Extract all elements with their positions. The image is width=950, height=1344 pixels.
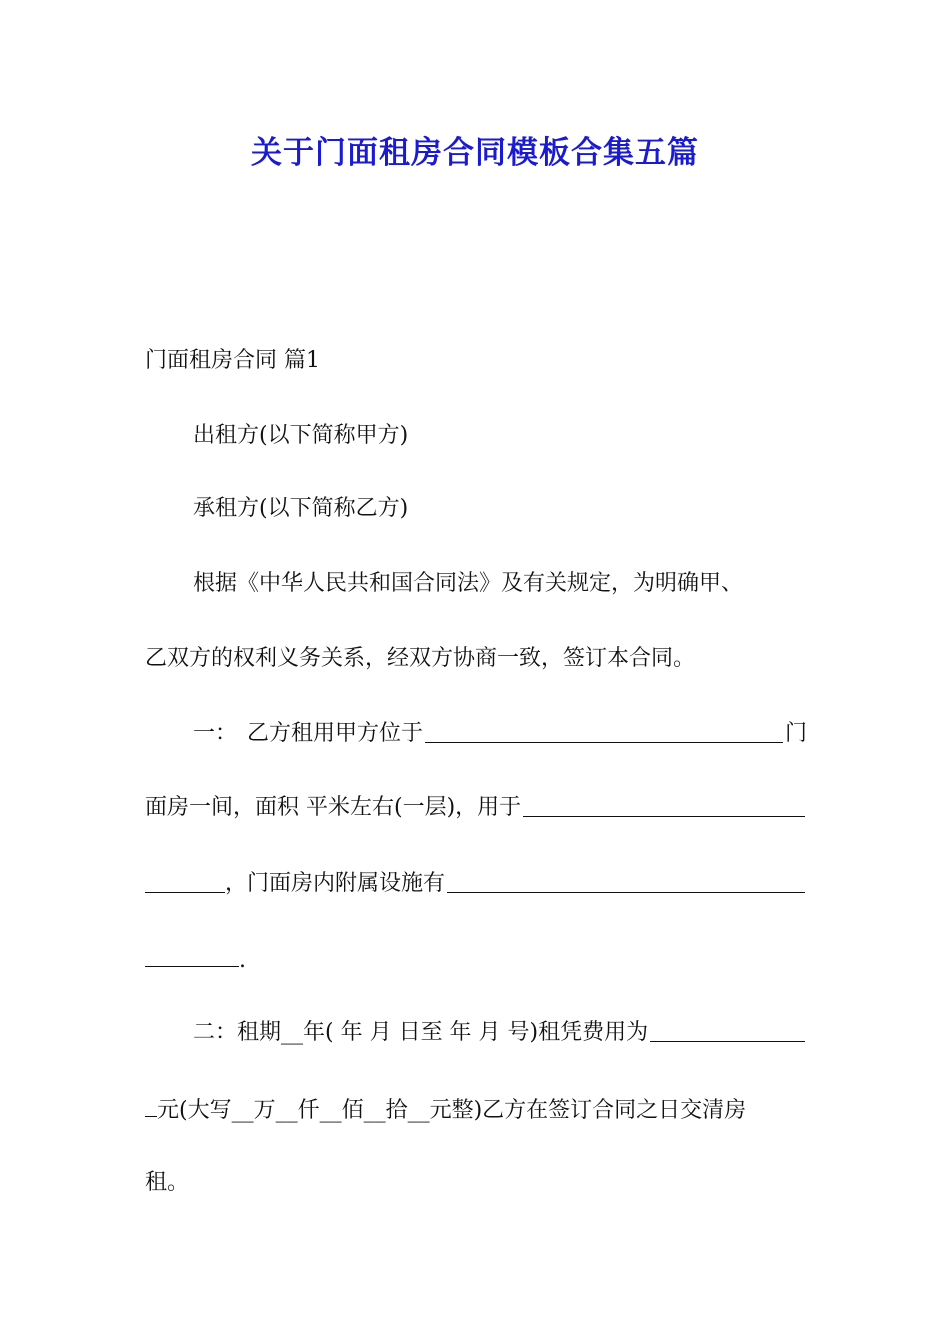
lessee-line: 承租方(以下简称乙方)	[193, 496, 409, 521]
clause-1-line-2	[145, 790, 807, 826]
clause-1-number: 一：	[193, 721, 238, 746]
clause-1-line-3	[145, 866, 807, 902]
clause-2-line-2	[145, 1090, 807, 1129]
clause-2-text-line2: 元(大写__万__仟__佰__拾__元整)乙方在签订合同之日交清房	[157, 1098, 747, 1123]
preamble-line-2: 乙双方的权利义务关系，经双方协商一致，签订本合同。	[145, 646, 696, 671]
clause-1-text-part3: 面房一间，面积 平米左右(一层)，用于	[145, 795, 522, 820]
section-heading: 门面租房合同 篇1	[145, 348, 320, 373]
lessor-line: 出租方(以下简称甲方)	[193, 423, 409, 448]
blank-facilities-continued	[145, 940, 239, 967]
blank-usage	[523, 790, 805, 817]
clause-1-text-part4: ，门面房内附属设施有	[225, 871, 446, 896]
clause-2-line-3: 租。	[145, 1170, 190, 1195]
clause-1-text-part1: 乙方租用甲方位于	[247, 721, 424, 746]
blank-rent-amount	[650, 1015, 805, 1042]
blank-facilities	[447, 866, 805, 893]
clause-2-line-1	[193, 1015, 807, 1051]
clause-1-line-1	[193, 716, 807, 752]
clause-2-text-line1: 二：租期__年( 年 月 日至 年 月 号)租凭费用为	[193, 1020, 649, 1045]
blank-location	[425, 716, 783, 743]
document-title: 关于门面租房合同模板合集五篇	[251, 135, 699, 171]
clause-1-line-4	[145, 940, 807, 979]
clause-1-text-part5: .	[239, 948, 246, 973]
preamble-line-1: 根据《中华人民共和国合同法》及有关规定，为明确甲、	[193, 571, 744, 596]
blank-rent-amount-continued	[145, 1090, 157, 1117]
blank-usage-continued	[145, 866, 225, 893]
clause-1-text-part2: 门	[784, 721, 807, 746]
spacer	[237, 716, 247, 752]
